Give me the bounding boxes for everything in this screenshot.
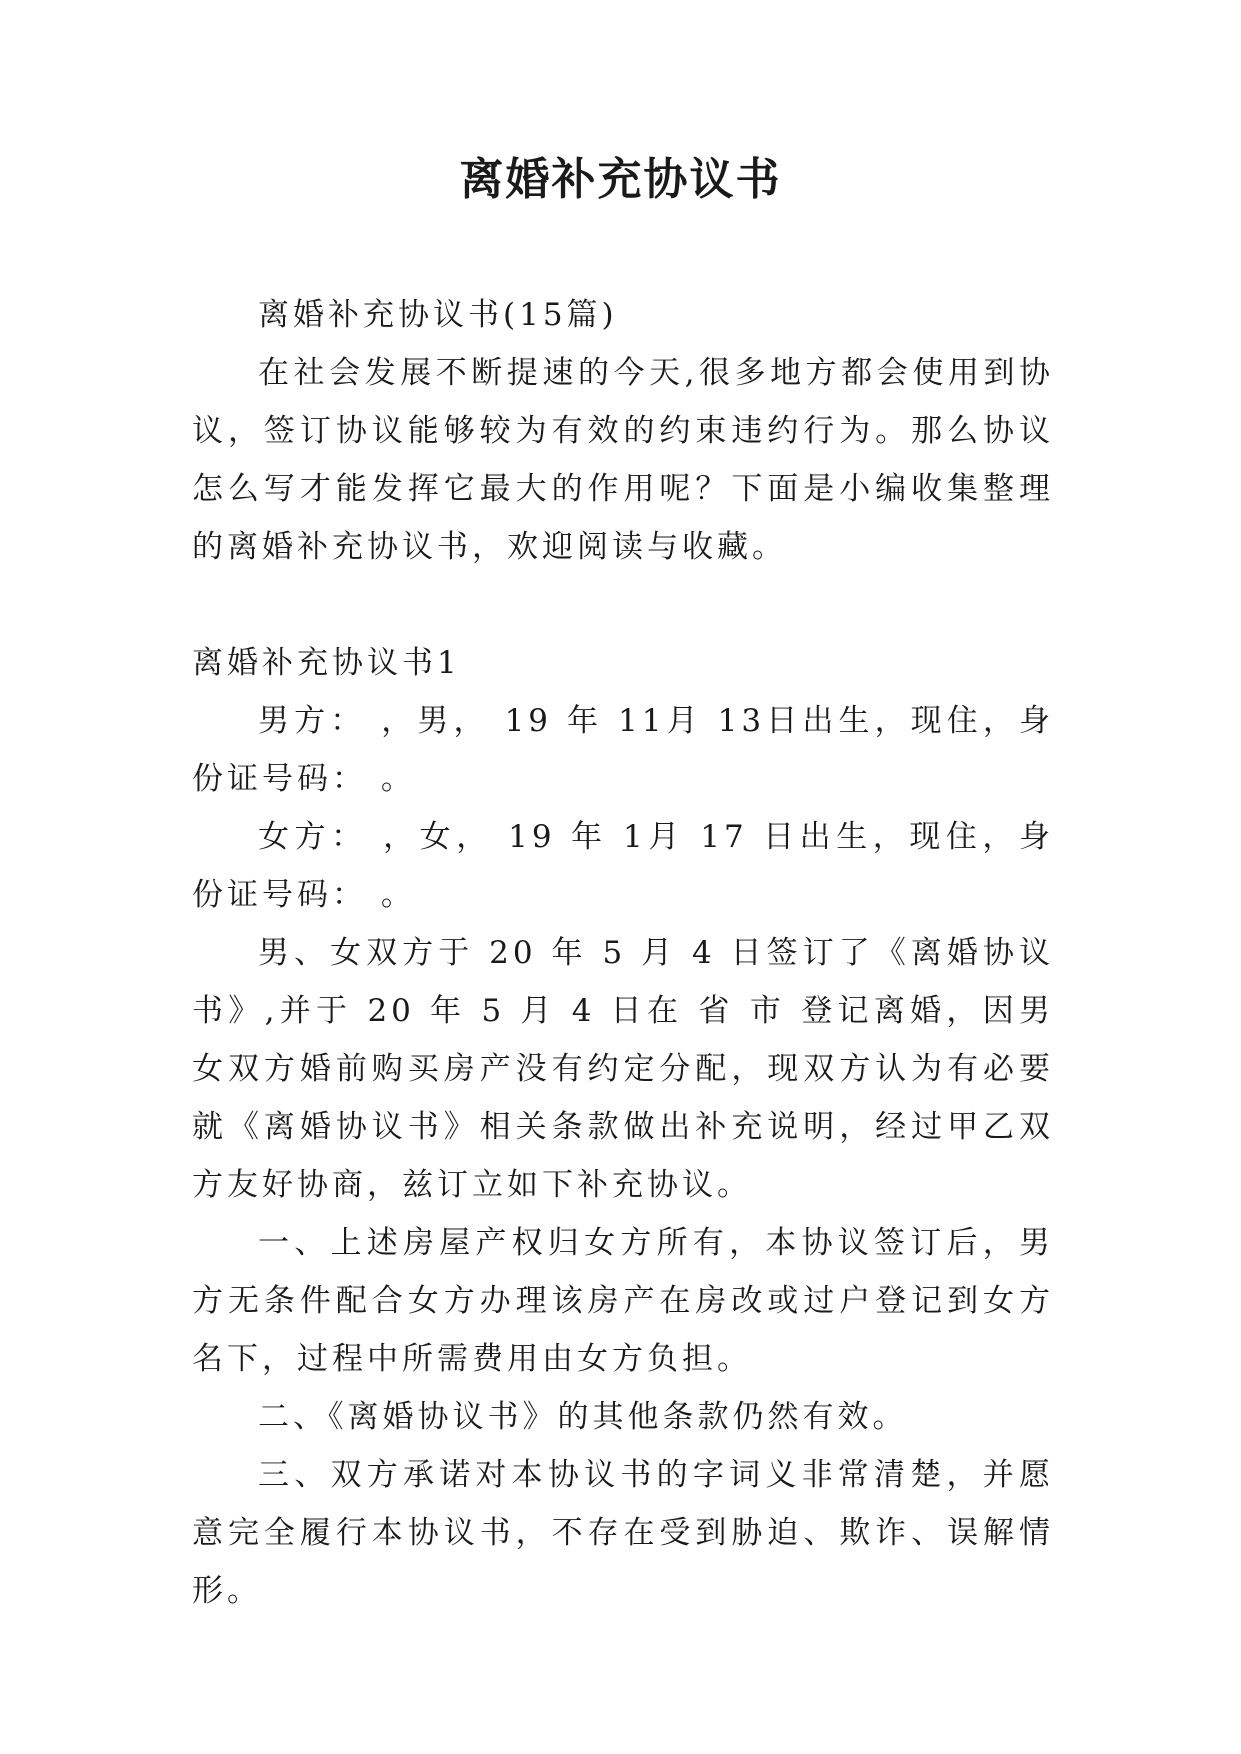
paragraph-clause-2: 二、《离婚协议书》的其他条款仍然有效。 <box>258 1399 908 1435</box>
paragraph-male-party: 男方： ，男， 19 年 11月 13日出生，现住，身份证号码： 。 <box>192 703 1054 797</box>
paragraph-clause-3: 三、双方承诺对本协议书的字词义非常清楚，并愿意完全履行本协议书，不存在受到胁迫、欺诈、误解情形。 <box>192 1457 1054 1609</box>
document-title: 离婚补充协议书 <box>459 154 782 205</box>
paragraph-clause-1: 一、上述房屋产权归女方所有，本协议签订后，男方无条件配合女方办理该房产在房改或过户登记到女方名下，过程中所需费用由女方负担。 <box>192 1225 1054 1377</box>
paragraph-female-party: 女方： ，女， 19 年 1月 17 日出生，现住，身份证号码： 。 <box>192 819 1054 913</box>
section-heading: 离婚补充协议书1 <box>192 645 461 681</box>
document-body <box>192 286 1054 1620</box>
paragraph-background: 男、女双方于 20 年 5 月 4 日签订了《离婚协议书》,并于 20 年 5 月 4 日在 省 市 登记离婚，因男女双方婚前购买房产没有约定分配，现双方认为有必要就《离婚协议书》相关条款做出补充说明，经过甲乙双方友好协商，兹订立如下补充协议。 <box>192 935 1054 1203</box>
intro-paragraph: 在社会发展不断提速的今天,很多地方都会使用到协议，签订协议能够较为有效的约束违约行为。那么协议怎么写才能发挥它最大的作用呢？下面是小编收集整理的离婚补充协议书，欢迎阅读与收藏。 <box>192 355 1054 565</box>
subtitle: 离婚补充协议书(15篇) <box>258 297 618 333</box>
